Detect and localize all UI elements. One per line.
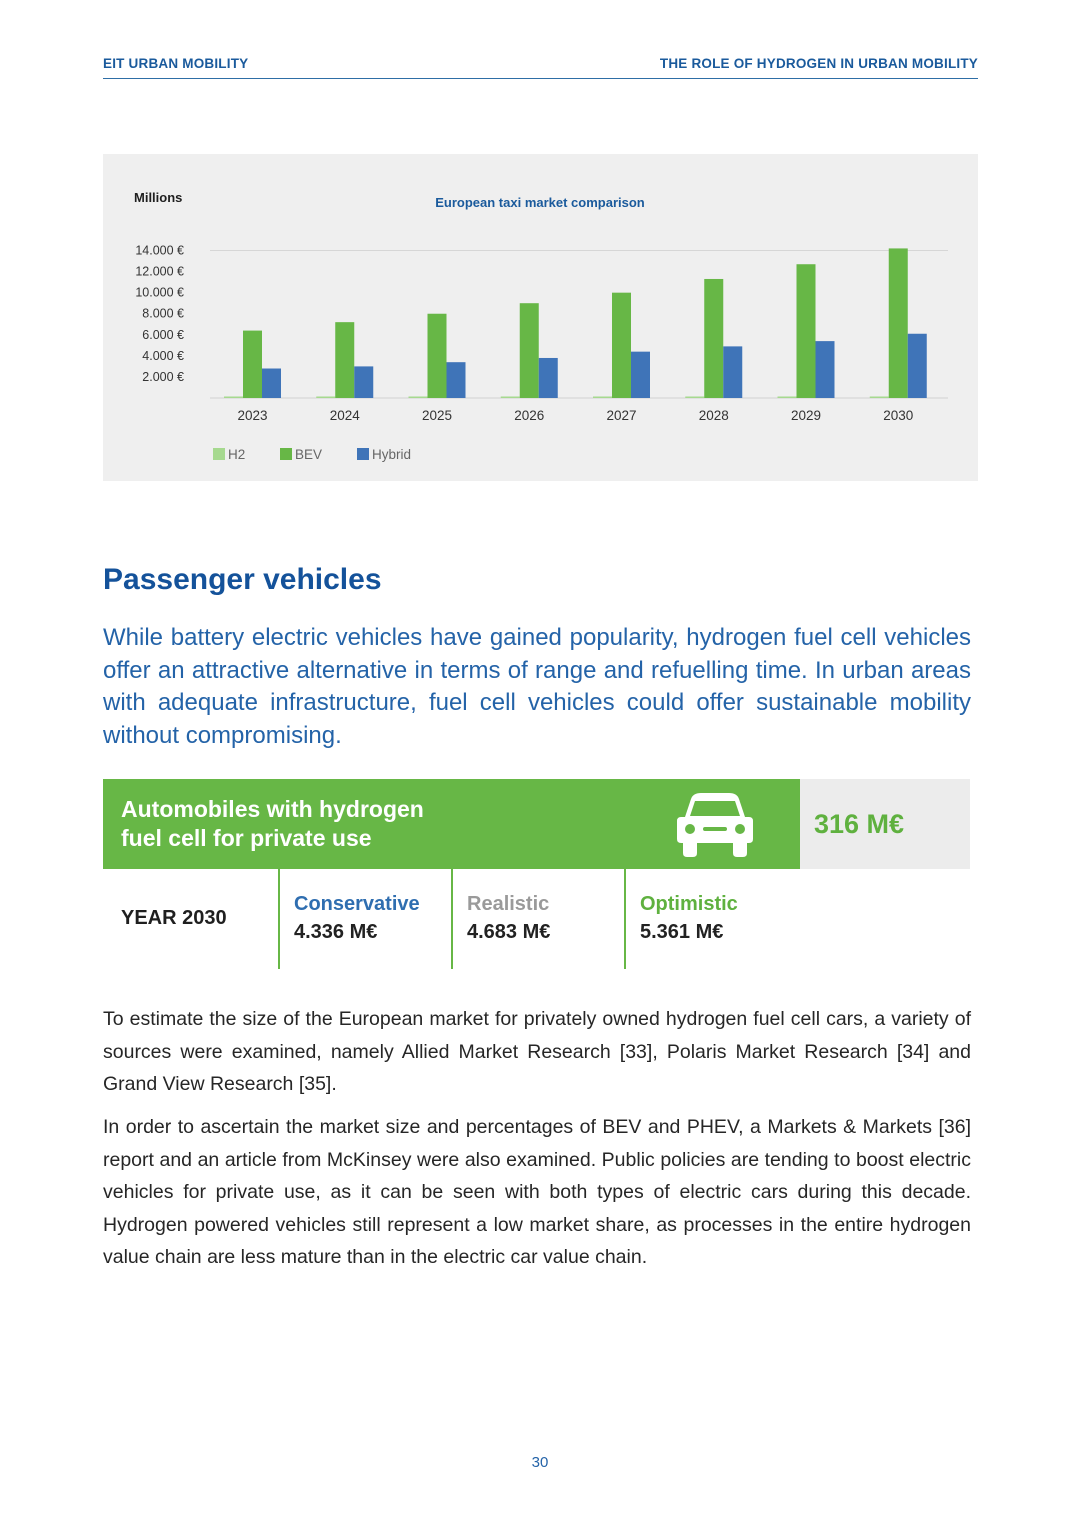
bar-bev-2027 [612,293,631,398]
bar-h2-2026 [501,397,520,399]
taxi-market-chart [103,154,978,481]
section-title: Passenger vehicles [103,563,382,596]
scenario-conservative [278,869,451,969]
market-value: 316 M€ [814,809,905,839]
bar-h2-2023 [224,397,243,399]
section-lead: While battery electric vehicles have gained popularity, hydrogen fuel cell vehicles offer an attractive alternative in terms of range and refuelling time. In urban areas with adequate infrastructure, fuel cell vehicles could offer sustainable mobility without compromising. [103,624,971,749]
market-value-box [800,779,970,869]
bar-h2-2027 [593,397,612,399]
scenario-value: 4.336 M€ [294,921,378,943]
body-paragraph: In order to ascertain the market size and percentages of BEV and PHEV, a Markets & Markets [36] report and an article from McKinsey were also examined. Public policies are tending to boost electric vehicles for private use, as it can be seen with both types of electric cars during this decade. Hydrogen powered vehicles still represent a low market share, as processes in the entire hydrogen value chain are less mature than in the electric car value chain. [103,1116,971,1269]
chart-y-tick-label: 12.000 € [135,264,184,279]
chart-y-tick-label: 10.000 € [135,285,184,300]
banner-title-line2: fuel cell for private use [121,825,372,851]
bar-hybrid-2023 [262,369,281,398]
bar-bev-2024 [335,322,354,398]
scenario-value: 4.683 M€ [467,921,551,943]
chart-y-tick-label: 6.000 € [142,327,184,342]
body-paragraph: To estimate the size of the European market for privately owned hydrogen fuel cell cars, a variety of sources were examined, namely Allied Market Research [33], Polaris Market Research [34] and Grand View Research [35]. [103,1008,971,1096]
bar-hybrid-2026 [539,358,558,398]
header-left: EIT URBAN MOBILITY [103,56,249,71]
banner-title-line1: Automobiles with hydrogen [121,796,424,822]
bar-h2-2025 [409,397,428,399]
bar-h2-2029 [778,397,797,399]
car-icon [673,791,757,859]
bar-bev-2028 [704,279,723,398]
chart-y-tick-label: 8.000 € [142,306,184,321]
bar-bev-2026 [520,303,539,398]
banner-title [121,795,424,853]
legend-swatch-h2 [213,448,225,460]
chart-gridlines [210,251,948,398]
legend-label: BEV [295,447,323,462]
scenario-name: Conservative [294,893,420,915]
bar-hybrid-2027 [631,352,650,398]
year-cell [103,869,278,969]
chart-y-ticks [135,244,184,384]
chart-x-tick-label: 2030 [883,408,914,423]
chart-x-tick-label: 2028 [698,408,729,423]
chart-svg [103,154,978,481]
legend-label: Hybrid [372,447,412,462]
bar-h2-2024 [316,397,335,399]
chart-x-tick-label: 2027 [606,408,637,423]
bar-hybrid-2030 [908,334,927,398]
chart-x-tick-label: 2029 [790,408,822,423]
year-label: YEAR 2030 [121,907,227,929]
scenario-value: 5.361 M€ [640,921,724,943]
chart-bars [224,248,927,398]
scenario-realistic [451,869,624,969]
legend-swatch-bev [280,448,292,460]
page-header [103,56,978,79]
bar-bev-2029 [797,264,816,398]
bar-h2-2028 [685,397,704,399]
scenario-name: Realistic [467,893,550,915]
scenario-optimistic [624,869,826,969]
chart-ylabel: Millions [134,190,183,205]
chart-x-tick-label: 2026 [514,408,545,423]
chart-title: European taxi market comparison [435,195,645,210]
chart-y-tick-label: 2.000 € [142,369,184,384]
legend-label: H2 [228,447,246,462]
bar-hybrid-2024 [354,366,373,398]
scenario-name: Optimistic [640,893,738,915]
chart-y-tick-label: 14.000 € [135,243,184,258]
chart-x-tick-label: 2025 [421,408,453,423]
bar-hybrid-2025 [447,362,466,398]
chart-legend [213,447,411,462]
bar-bev-2030 [889,248,908,398]
bar-bev-2023 [243,331,262,398]
hydrogen-car-banner [103,779,800,869]
header-right: THE ROLE OF HYDROGEN IN URBAN MOBILITY [659,56,978,71]
chart-x-tick-label: 2023 [237,408,268,423]
chart-y-tick-label: 4.000 € [142,348,184,363]
legend-swatch-hybrid [357,448,369,460]
bar-hybrid-2028 [723,346,742,398]
page-number: 30 [531,1454,549,1471]
bar-hybrid-2029 [816,341,835,398]
bar-h2-2030 [870,397,889,399]
bar-bev-2025 [428,314,447,398]
scenario-table [103,869,971,969]
chart-x-tick-label: 2024 [329,408,360,423]
chart-x-ticks [237,408,913,423]
